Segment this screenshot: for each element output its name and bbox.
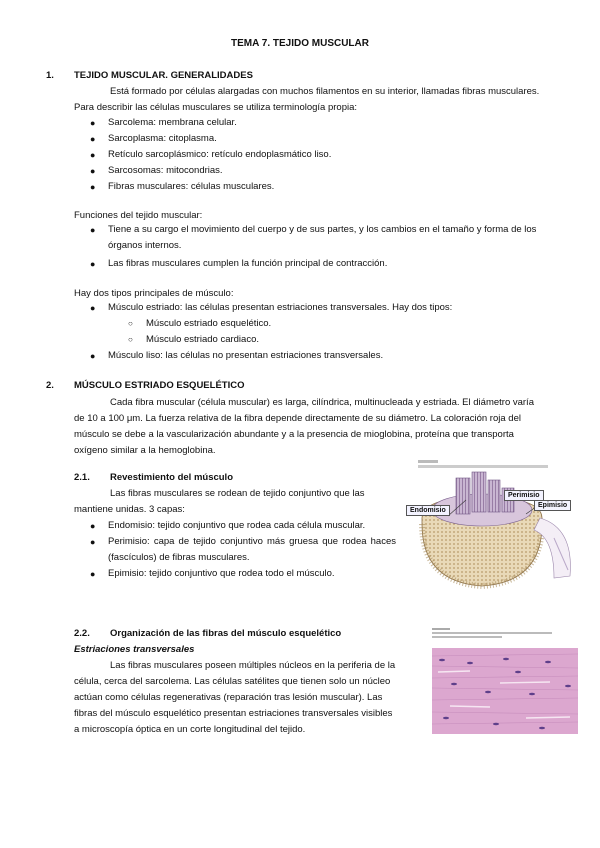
list-item: ● Fibras musculares: células musculares. <box>90 179 560 195</box>
label-epimisio: Epimisio <box>534 500 571 511</box>
bullet-icon: ● <box>90 166 96 176</box>
section-2-2-number: 2.2. <box>74 628 90 639</box>
bullet-icon: ● <box>90 225 96 235</box>
muscle-diagram-illustration <box>404 458 582 592</box>
label-endomisio: Endomisio <box>406 505 450 516</box>
bullet-icon: ● <box>90 521 96 531</box>
list-item: ● Tiene a su cargo el movimiento del cuerpo y de sus partes, y los cambios en el tamaño y forma de los órganos internos. <box>90 224 537 251</box>
section-1-intro-1: Está formado por células alargadas con muchos filamentos en su interior, llamadas fibras musculares. <box>110 86 540 97</box>
bullet-icon: ● <box>90 569 96 579</box>
list-item: ● Músculo estriado: las células presentan estriaciones transversales. Hay dos tipos: <box>90 300 560 316</box>
section-2-2-subheading: Estriaciones transversales <box>74 644 195 655</box>
bullet-icon: ● <box>90 182 96 192</box>
section-1-heading: TEJIDO MUSCULAR. GENERALIDADES <box>74 70 253 81</box>
coverings-list <box>90 518 396 582</box>
page-title: TEMA 7. TEJIDO MUSCULAR <box>231 38 369 49</box>
section-2-2-heading: Organización de las fibras del músculo esquelético <box>110 628 342 639</box>
section-2-1-number: 2.1. <box>74 472 90 483</box>
section-2-1-heading: Revestimiento del músculo <box>110 472 234 483</box>
circle-bullet-icon: ○ <box>128 319 133 328</box>
section-2-paragraph: Cada fibra muscular (célula muscular) es larga, cilíndrica, multinucleada y estriada. El diámetro varía de 10 a 100 μm. La fuerza relativa de la fibra depende directamente de su diámetro. La coloración roja del músculo se debe a la vascularización abundante y a la presencia de mioglobina, proteína que transporta oxígeno similar a la hemoglobina. <box>74 397 534 456</box>
bullet-icon: ● <box>90 303 96 313</box>
list-item: ● Retículo sarcoplásmico: retículo endoplasmático liso. <box>90 147 560 163</box>
bullet-icon: ● <box>90 134 96 144</box>
muscle-coverings-figure <box>404 458 582 592</box>
list-item: ● Epimisio: tejido conjuntivo que rodea todo el músculo. <box>90 566 396 582</box>
section-2-heading: MÚSCULO ESTRIADO ESQUELÉTICO <box>74 380 245 391</box>
section-2-number: 2. <box>46 380 54 391</box>
terms-list <box>90 115 560 195</box>
types-title: Hay dos tipos principales de músculo: <box>74 288 234 299</box>
list-item: ● Músculo liso: las células no presentan estriaciones transversales. <box>90 348 560 364</box>
bullet-icon: ● <box>90 150 96 160</box>
sub-list-item: ○ Músculo estriado esquelético. <box>90 316 560 332</box>
list-item: ● Endomisio: tejido conjuntivo que rodea cada célula muscular. <box>90 518 396 534</box>
circle-bullet-icon: ○ <box>128 335 133 344</box>
striated-muscle-micrograph <box>430 626 580 736</box>
functions-list <box>90 222 564 272</box>
list-item: ● Sarcolema: membrana celular. <box>90 115 560 131</box>
list-item: ● Perimisio: capa de tejido conjuntivo más gruesa que rodea haces (fascículos) de fibras musculares. <box>90 536 396 563</box>
section-1-number: 1. <box>46 70 54 81</box>
functions-title: Funciones del tejido muscular: <box>74 210 203 221</box>
list-item: ● Las fibras musculares cumplen la función principal de contracción. <box>90 256 564 272</box>
bullet-icon: ● <box>90 259 96 269</box>
micrograph-figure <box>430 626 580 736</box>
bullet-icon: ● <box>90 537 96 547</box>
section-1-intro-2: Para describir las células musculares se utiliza terminología propia: <box>74 102 358 113</box>
sub-list-item: ○ Músculo estriado cardiaco. <box>90 332 560 348</box>
label-perimisio: Perimisio <box>504 490 544 501</box>
list-item: ● Sarcoplasma: citoplasma. <box>90 131 560 147</box>
bullet-icon: ● <box>90 351 96 361</box>
section-2-1-intro: Las fibras musculares se rodean de tejido conjuntivo que las mantiene unidas. 3 capas: <box>74 488 365 515</box>
list-item: ● Sarcosomas: mitocondrias. <box>90 163 560 179</box>
bullet-icon: ● <box>90 118 96 128</box>
types-list <box>90 300 560 364</box>
section-2-2-paragraph: Las fibras musculares poseen múltiples núcleos en la periferia de la célula, cerca del sarcolema. Las células satélites que tienen solo un núcleo actúan como células regenerativas (reparación tras lesión muscular). Las fibras del músculo esquelético presentan estriaciones transversales visibles a microscopía óptica en un corte longitudinal del tejido. <box>74 660 396 735</box>
